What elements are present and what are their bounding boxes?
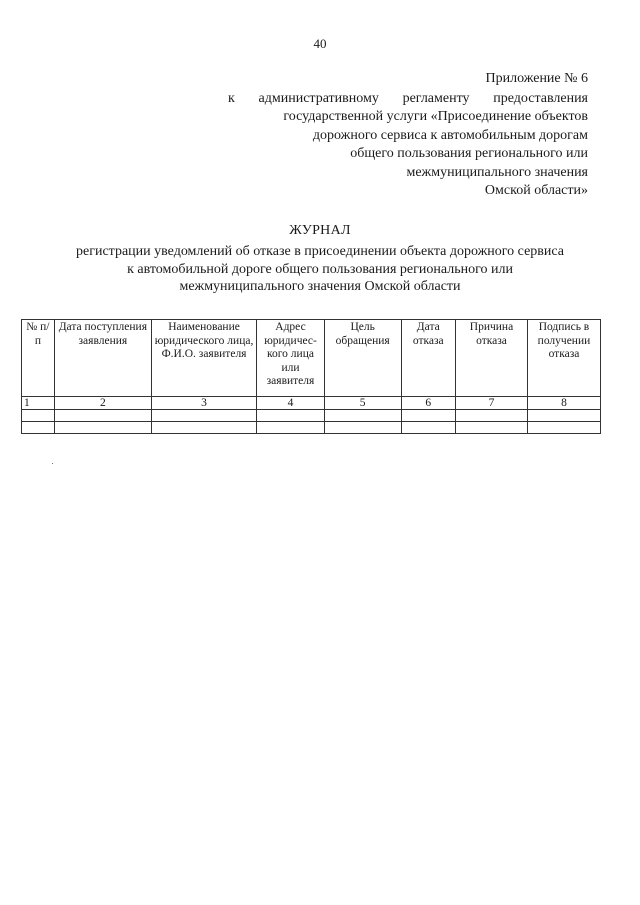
table-cell bbox=[324, 410, 401, 422]
table-cell bbox=[456, 410, 528, 422]
header-cell-refusal-date: Дата отказа bbox=[401, 320, 456, 397]
column-number-cell: 6 bbox=[401, 397, 456, 410]
page-number: 40 bbox=[313, 36, 327, 51]
appendix-block bbox=[228, 70, 588, 201]
appendix-line: Омской области» bbox=[484, 183, 588, 198]
table-cell bbox=[257, 410, 325, 422]
journal-subtitle bbox=[40, 243, 600, 296]
column-number-cell: 3 bbox=[151, 397, 256, 410]
column-number-cell: 4 bbox=[257, 397, 325, 410]
header-cell-applicant-address: Адрес юридичес-кого лица или заявителя bbox=[257, 320, 325, 397]
header-cell-signature: Подпись в получении отказа bbox=[527, 320, 600, 397]
journal-subtitle-line: к автомобильной дороге общего пользования регионального или bbox=[127, 261, 513, 277]
table-cell bbox=[54, 422, 151, 434]
appendix-line: общего пользования регионального или bbox=[350, 146, 588, 161]
appendix-line: дорожного сервиса к автомобильным дорогам bbox=[312, 127, 588, 143]
table-cell bbox=[456, 422, 528, 434]
table-cell bbox=[401, 410, 456, 422]
column-number-cell: 7 bbox=[456, 397, 528, 410]
table-cell bbox=[527, 410, 600, 422]
table-cell bbox=[151, 422, 256, 434]
table-cell bbox=[22, 422, 55, 434]
column-number-row bbox=[22, 397, 601, 410]
header-cell-received-date: Дата поступления заявления bbox=[54, 320, 151, 397]
header-cell-refusal-reason: Причина отказа bbox=[456, 320, 528, 397]
header-cell-purpose: Цель обращения bbox=[324, 320, 401, 397]
journal-subtitle-line: межмуниципального значения Омской области bbox=[179, 279, 461, 294]
journal-subtitle-line: регистрации уведомлений об отказе в присоединении объекта дорожного сервиса bbox=[76, 244, 564, 259]
table-cell bbox=[151, 410, 256, 422]
column-number-cell: 8 bbox=[527, 397, 600, 410]
appendix-line: к административному регламенту предоставления bbox=[228, 90, 588, 106]
table-cell bbox=[324, 422, 401, 434]
appendix-line: межмуниципального значения bbox=[406, 164, 588, 180]
column-number-cell: 2 bbox=[54, 397, 151, 410]
table-row bbox=[22, 410, 601, 422]
column-number-cell: 1 bbox=[22, 397, 55, 410]
journal-table bbox=[21, 319, 601, 434]
table-cell bbox=[401, 422, 456, 434]
appendix-title: Приложение № 6 bbox=[485, 71, 588, 86]
table-header-row bbox=[22, 320, 601, 397]
table-cell bbox=[22, 410, 55, 422]
header-cell-number: № п/п bbox=[22, 320, 55, 397]
journal-title: ЖУРНАЛ bbox=[289, 223, 351, 238]
column-number-cell: 5 bbox=[324, 397, 401, 410]
table-cell bbox=[54, 410, 151, 422]
header-cell-applicant-name: Наименование юридического лица, Ф.И.О. заявителя bbox=[151, 320, 256, 397]
scan-speck bbox=[52, 463, 53, 464]
table-cell bbox=[527, 422, 600, 434]
appendix-line: государственной услуги «Присоединение объектов bbox=[283, 109, 588, 124]
table-row bbox=[22, 422, 601, 434]
table-cell bbox=[257, 422, 325, 434]
